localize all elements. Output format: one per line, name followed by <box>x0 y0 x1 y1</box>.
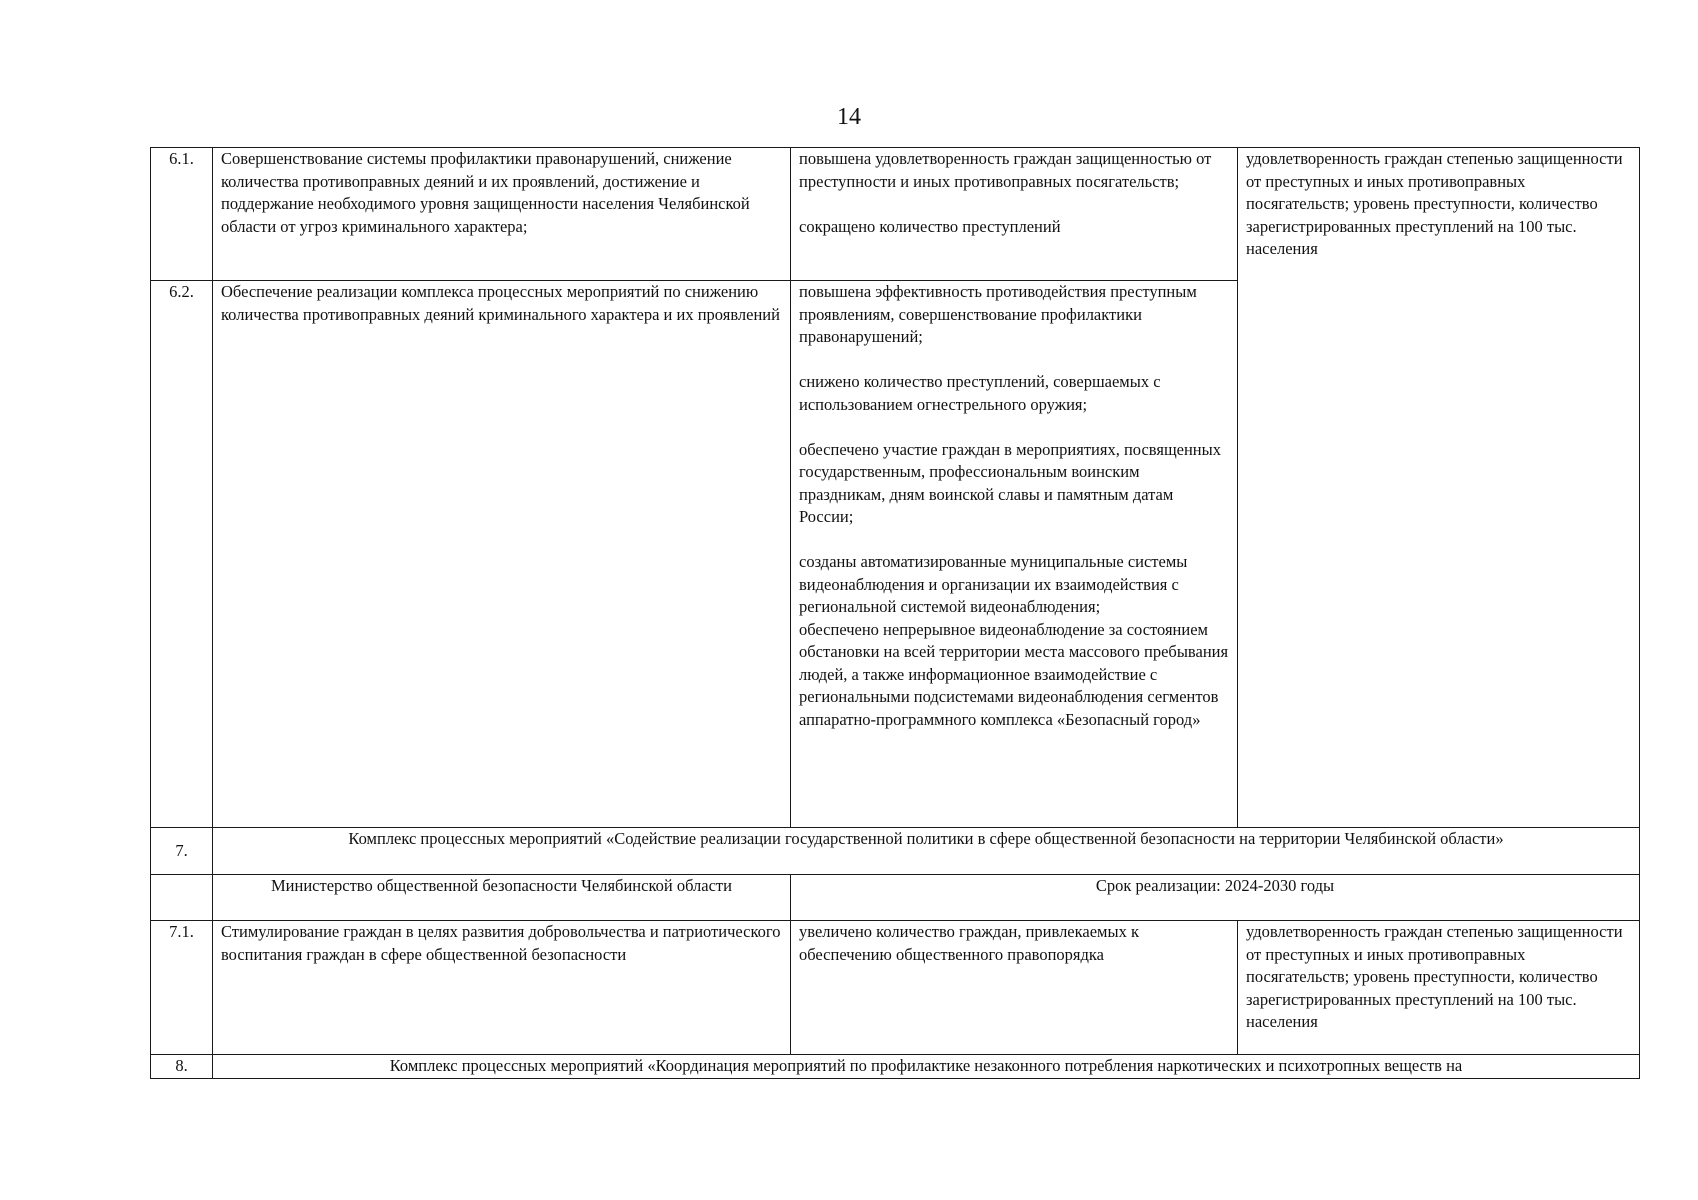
result-text: созданы автоматизированные муниципальные системы видеонаблюдения и организации их взаимодействия с региональной системой видеонаблюдения; <box>799 552 1188 616</box>
row-number: 7.1. <box>151 921 213 1055</box>
task-cell: Совершенствование системы профилактики правонарушений, снижение количества противоправных деяний и их проявлений, достижение и поддержание необходимого уровня защищенности населения Челябинской области от угроз криминального характера; <box>213 148 791 281</box>
result-text: повышена эффективность противодействия преступным проявлениям, совершенствование профилактики правонарушений; <box>799 282 1197 346</box>
term-cell: Срок реализации: 2024-2030 годы <box>791 875 1640 921</box>
table-row-7 <box>151 828 1640 875</box>
row-number: 6.2. <box>151 281 213 828</box>
result-text: снижено количество преступлений, совершаемых с использованием огнестрельного оружия; <box>799 372 1161 414</box>
row-number: 7. <box>151 828 213 875</box>
result-cell: увеличено количество граждан, привлекаемых к обеспечению общественного правопорядка <box>791 921 1238 1055</box>
result-text: обеспечено участие граждан в мероприятиях, посвященных государственным, профессиональным воинским праздникам, дням воинской славы и памятным датам России; <box>799 439 1221 526</box>
section-title: Комплекс процессных мероприятий «Координация мероприятий по профилактике незаконного потребления наркотических и психотропных веществ на <box>213 1055 1640 1079</box>
table-row-6-1 <box>151 148 1640 281</box>
section-title: Комплекс процессных мероприятий «Содействие реализации государственной политики в сфере общественной безопасности на территории Челябинской области» <box>213 828 1640 875</box>
page-number: 14 <box>837 104 861 130</box>
task-cell: Обеспечение реализации комплекса процессных мероприятий по снижению количества противоправных деяний криминального характера и их проявлений <box>213 281 791 828</box>
empty-cell <box>151 875 213 921</box>
table-row-8 <box>151 1055 1640 1079</box>
table-row-7-responsible <box>151 875 1640 921</box>
result-text: повышена удовлетворенность граждан защищенностью от преступности и иных противоправных посягательств; <box>799 149 1212 191</box>
result-cell <box>791 148 1238 281</box>
result-cell <box>791 281 1238 828</box>
row-number: 8. <box>151 1055 213 1079</box>
task-cell: Стимулирование граждан в целях развития добровольчества и патриотического воспитания граждан в сфере общественной безопасности <box>213 921 791 1055</box>
responsible-cell: Министерство общественной безопасности Челябинской области <box>213 875 791 921</box>
row-number: 6.1. <box>151 148 213 281</box>
result-text: обеспечено непрерывное видеонаблюдение за состоянием обстановки на всей территории места массового пребывания людей, а также информационное взаимодействие с региональными подсистемами видеонаблюдения сегментов аппаратно-программного комплекса «Безопасный город» <box>799 619 1229 729</box>
table-row-7-1 <box>151 921 1640 1055</box>
program-table <box>150 147 1640 1079</box>
indicator-cell: удовлетворенность граждан степенью защищенности от преступных и иных противоправных посягательств; уровень преступности, количество зарегистрированных преступлений на 100 тыс. населения <box>1238 921 1640 1055</box>
indicator-cell: удовлетворенность граждан степенью защищенности от преступных и иных противоправных посягательств; уровень преступности, количество зарегистрированных преступлений на 100 тыс. населения <box>1238 148 1640 828</box>
result-text: сокращено количество преступлений <box>799 216 1061 236</box>
